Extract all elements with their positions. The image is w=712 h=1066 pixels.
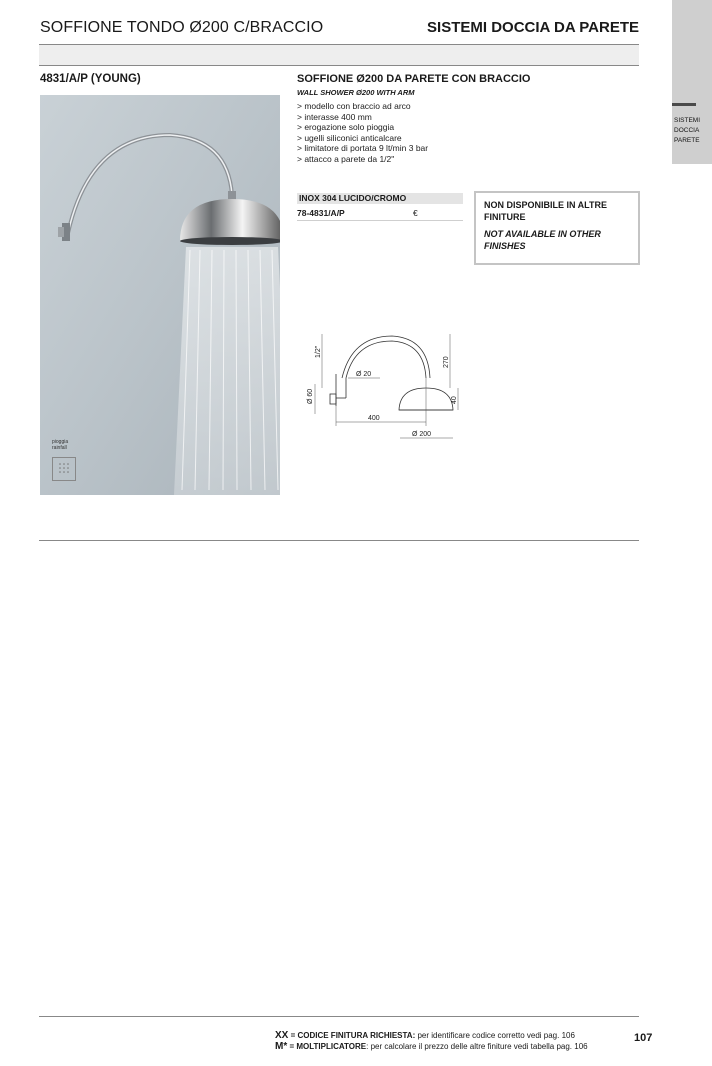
footer-key-xx: XX xyxy=(275,1030,289,1041)
section-divider xyxy=(39,540,639,541)
side-tab-label: SISTEMI DOCCIA PARETE xyxy=(674,117,701,144)
footer-key-m: M* xyxy=(275,1041,288,1052)
feature-item: > interasse 400 mm xyxy=(297,111,372,122)
dim-diameter-200: Ø 200 xyxy=(412,431,432,438)
finish-code: 78-4831/A/P xyxy=(297,208,345,218)
feature-item: > ugelli siliconici anticalcare xyxy=(297,132,402,143)
footer-line-finish-code xyxy=(275,1030,588,1041)
feature-item: > limitatore di portata 9 lt/min 3 bar xyxy=(297,143,429,153)
footer-text-finish-code: per identificare codice corretto vedi pag. 106 xyxy=(417,1031,575,1040)
footer-notes xyxy=(275,1030,588,1052)
product-photo xyxy=(40,95,280,495)
product-subtitle: WALL SHOWER Ø200 WITH ARM xyxy=(297,88,415,97)
footer-line-multiplier xyxy=(275,1041,588,1052)
technical-drawing xyxy=(300,328,470,448)
rain-label-en: rainfall xyxy=(52,445,67,451)
finish-row-divider xyxy=(297,220,463,221)
page-title: SOFFIONE TONDO Ø200 C/BRACCIO xyxy=(40,19,324,36)
dim-400: 400 xyxy=(368,415,380,422)
footer-text-multiplier: : per calcolare il prezzo delle altre finiture vedi tabella pag. 106 xyxy=(366,1042,588,1051)
footer-label-multiplier: = MOLTIPLICATORE xyxy=(289,1042,367,1051)
rainfall-icon xyxy=(52,457,76,481)
dim-diameter-20: Ø 20 xyxy=(356,371,372,378)
feature-list xyxy=(297,101,428,164)
note-english: NOT AVAILABLE IN OTHER FINISHES xyxy=(484,229,601,251)
product-title: SOFFIONE Ø200 DA PARETE CON BRACCIO xyxy=(297,73,531,85)
dim-40: 40 xyxy=(451,396,458,404)
section-title: SISTEMI DOCCIA DA PARETE xyxy=(427,19,639,36)
feature-item: > erogazione solo pioggia xyxy=(297,122,395,132)
rain-label-it: pioggia xyxy=(52,439,69,445)
feature-item: > attacco a parete da 1/2" xyxy=(297,153,395,164)
footer-label-finish-code: = CODICE FINITURA RICHIESTA: xyxy=(290,1031,416,1040)
dim-270: 270 xyxy=(443,356,450,368)
note-italian: NON DISPONIBILE IN ALTRE FINITURE xyxy=(484,200,608,222)
product-code: 4831/A/P (YOUNG) xyxy=(40,73,141,85)
availability-note xyxy=(474,191,640,265)
footer-divider xyxy=(39,1016,639,1017)
dim-half-inch: 1/2" xyxy=(315,345,322,358)
finish-header: INOX 304 LUCIDO/CROMO xyxy=(297,193,463,204)
dim-diameter-60: Ø 60 xyxy=(307,388,314,404)
page-number: 107 xyxy=(634,1032,653,1044)
feature-item: > modello con braccio ad arco xyxy=(297,101,411,111)
finish-price: € xyxy=(413,208,418,218)
rain-label xyxy=(52,439,68,451)
header-band xyxy=(39,44,639,66)
side-tab-marker xyxy=(672,103,696,106)
